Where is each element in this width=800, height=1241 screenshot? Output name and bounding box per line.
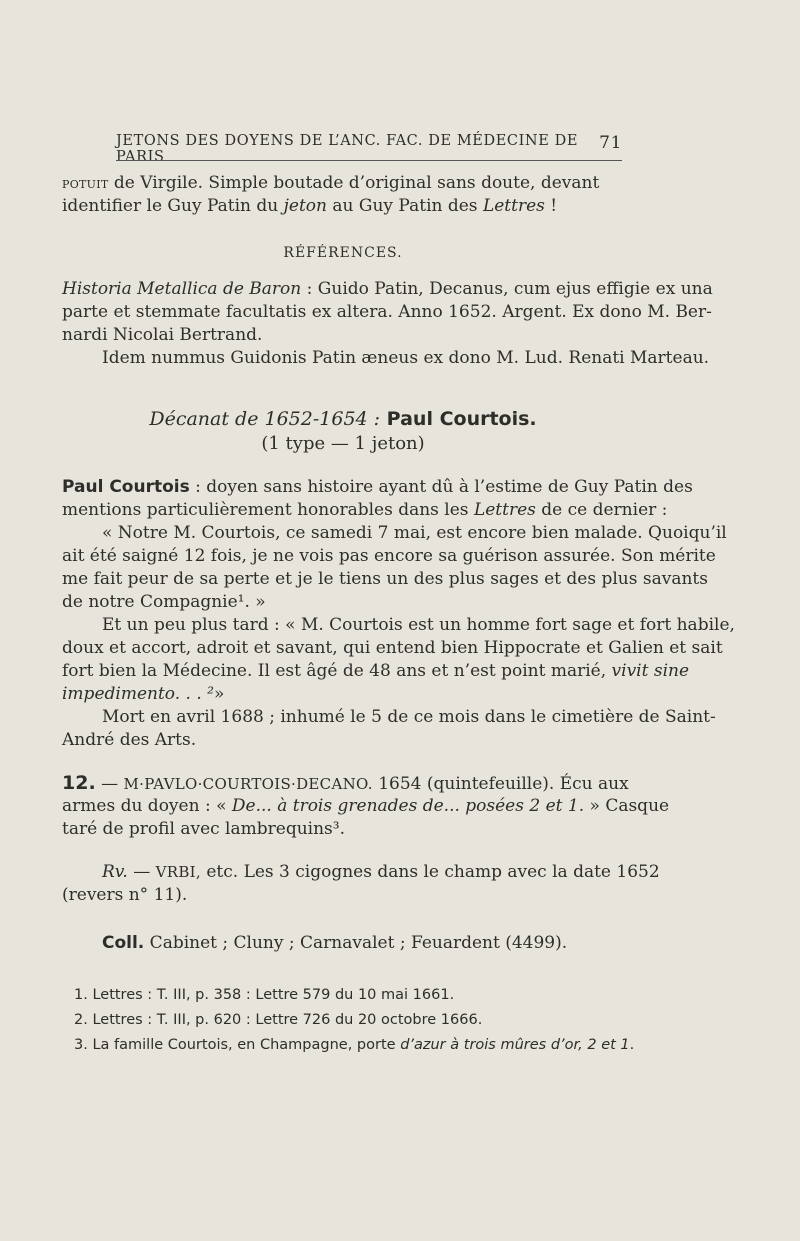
page-number: 71 xyxy=(599,133,622,153)
running-title: JETONS DES DOYENS DE L’ANC. FAC. DE MÉDECINE DE PARIS xyxy=(116,133,579,165)
text-line: taré de profil avec lambrequins³. xyxy=(62,819,345,839)
text-line: 12. — M·PAVLO·COURTOIS·DECANO. 1654 (quintefeuille). Écu aux xyxy=(62,772,629,794)
text-line: doux et accort, adroit et savant, qui entend bien Hippocrate et Galien et sait xyxy=(62,638,723,658)
text-line: « Notre M. Courtois, ce samedi 7 mai, est encore bien malade. Quoiqu’il xyxy=(102,523,727,543)
text-line: Coll. Cabinet ; Cluny ; Carnavalet ; Feuardent (4499). xyxy=(102,933,568,953)
text-line: fort bien la Médecine. Il est âgé de 48 ans et n’est point marié, vivit sine xyxy=(62,661,690,681)
text-line: potuit de Virgile. Simple boutade d’original sans doute, devant xyxy=(62,173,600,193)
references-heading: RÉFÉRENCES. xyxy=(283,245,403,261)
footnote-3: 3. La famille Courtois, en Champagne, porte d’azur à trois mûres d’or, 2 et 1. xyxy=(74,1037,635,1053)
footnote-1: 1. Lettres : T. III, p. 358 : Lettre 579 du 10 mai 1661. xyxy=(74,987,455,1003)
footnote-2: 2. Lettres : T. III, p. 620 : Lettre 726 du 20 octobre 1666. xyxy=(74,1012,483,1028)
text-line: impedimento. . . ²» xyxy=(62,684,225,704)
text-line: de notre Compagnie¹. » xyxy=(62,592,266,612)
text-line: parte et stemmate facultatis ex altera. Anno 1652. Argent. Ex dono M. Ber- xyxy=(62,302,712,322)
text-line: Historia Metallica de Baron : Guido Patin, Decanus, cum ejus effigie ex una xyxy=(62,279,713,299)
text-line: Rv. — VRBI, etc. Les 3 cigognes dans le champ avec la date 1652 xyxy=(102,862,660,882)
section-subheading: (1 type — 1 jeton) xyxy=(261,433,425,454)
text-line: nardi Nicolai Bertrand. xyxy=(62,325,263,345)
text-line: me fait peur de sa perte et je le tiens un des plus sages et des plus savants xyxy=(62,569,708,589)
header-rule xyxy=(116,160,622,161)
section-heading: Décanat de 1652-1654 : Paul Courtois. xyxy=(149,408,537,430)
text-line: Mort en avril 1688 ; inhumé le 5 de ce mois dans le cimetière de Saint- xyxy=(102,707,716,727)
text-line: armes du doyen : « De... à trois grenades de... posées 2 et 1. » Casque xyxy=(62,796,670,816)
text-line: identifier le Guy Patin du jeton au Guy Patin des Lettres ! xyxy=(62,196,558,216)
text-line: André des Arts. xyxy=(62,730,197,750)
text-line: ait été saigné 12 fois, je ne vois pas encore sa guérison assurée. Son mérite xyxy=(62,546,716,566)
text-line: Idem nummus Guidonis Patin æneus ex dono M. Lud. Renati Marteau. xyxy=(102,348,710,368)
text-line: mentions particulièrement honorables dans les Lettres de ce dernier : xyxy=(62,500,668,520)
text-line: (revers n° 11). xyxy=(62,885,188,905)
text-line: Paul Courtois : doyen sans histoire ayant dû à l’estime de Guy Patin des xyxy=(62,477,693,497)
text-line: Et un peu plus tard : « M. Courtois est un homme fort sage et fort habile, xyxy=(102,615,735,635)
